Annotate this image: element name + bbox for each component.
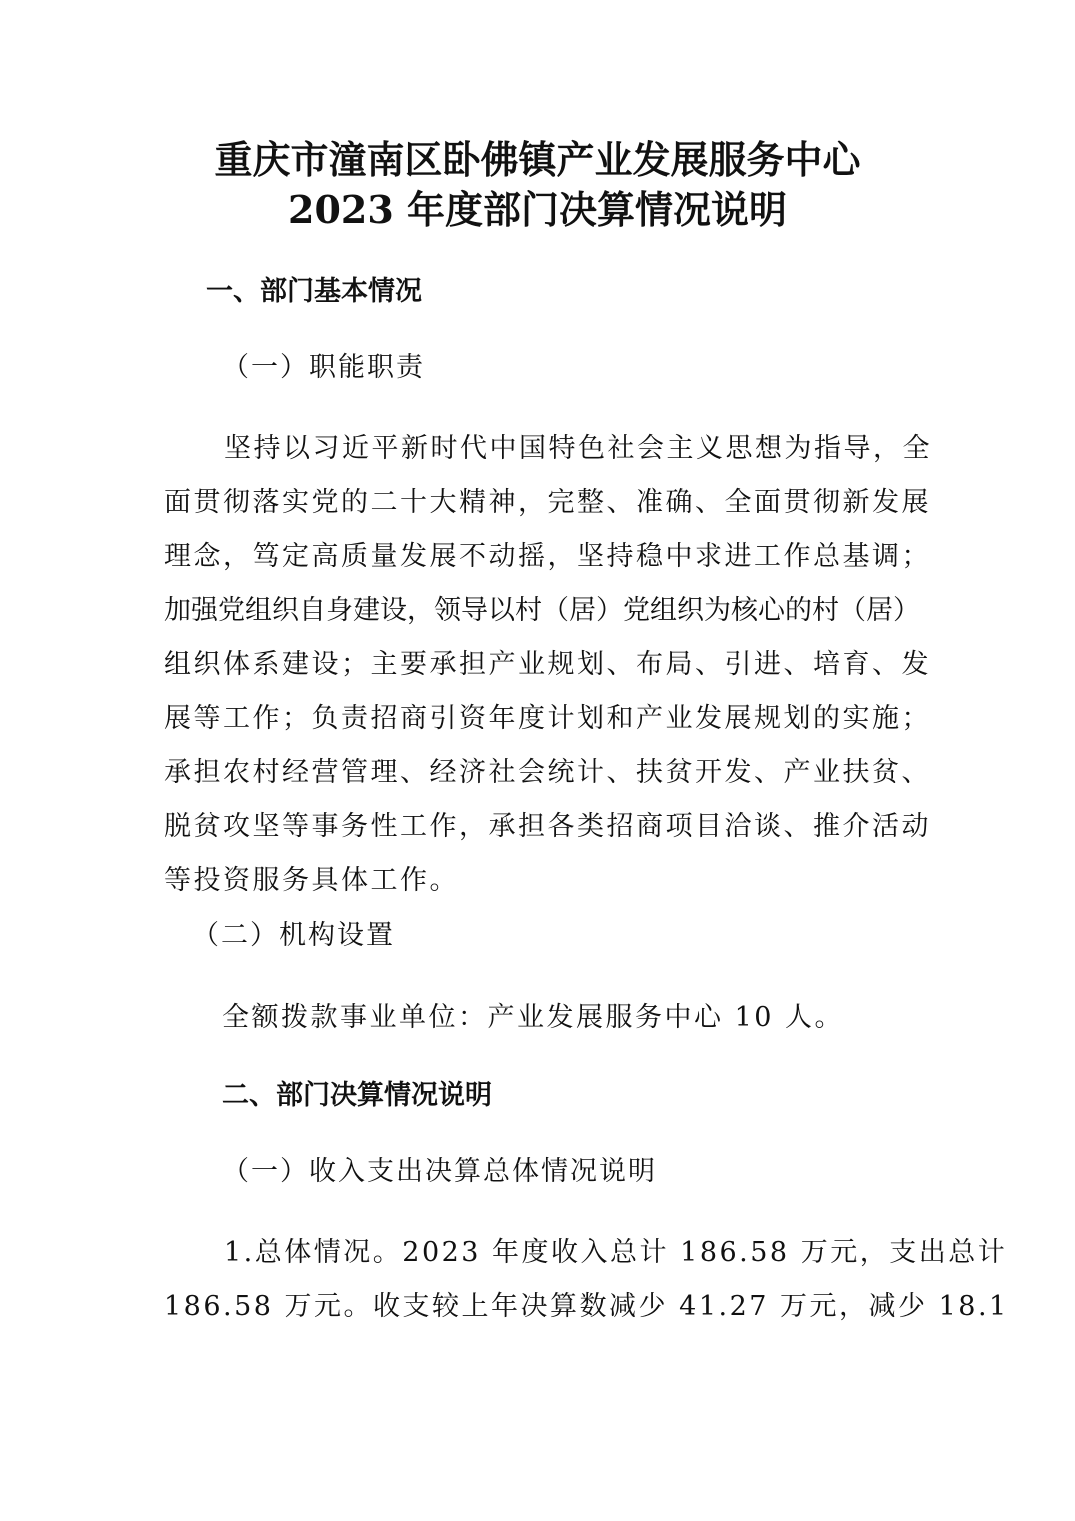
duties-paragraph [164, 422, 932, 908]
paragraph-line: 加强党组织自身建设，领导以村（居）党组织为核心的村（居） [164, 595, 920, 626]
section1-sub1-heading: （一）职能职责 [222, 352, 425, 383]
paragraph-line: 组织体系建设；主要承担产业规划、布局、引进、培育、发 [164, 649, 931, 680]
section2-heading: 二、部门决算情况说明 [222, 1080, 492, 1111]
section2-sub1-heading: （一）收入支出决算总体情况说明 [222, 1156, 657, 1187]
paragraph-line: 承担农村经营管理、经济社会统计、扶贫开发、产业扶贫、 [164, 757, 931, 788]
paragraph-line: 186.58 万元。收支较上年决算数减少 41.27 万元，减少 18.1 [164, 1291, 1009, 1322]
paragraph-line: 1.总体情况。2023 年度收入总计 186.58 万元，支出总计 [224, 1237, 1008, 1268]
staffing-text: 全额拨款事业单位：产业发展服务中心 10 人。 [222, 1002, 845, 1033]
document-title-line2: 2023 年度部门决算情况说明 [288, 187, 787, 232]
paragraph-line: 等投资服务具体工作。 [164, 865, 459, 896]
document-title-line1: 重庆市潼南区卧佛镇产业发展服务中心 [214, 137, 861, 182]
paragraph-line: 面贯彻落实党的二十大精神，完整、准确、全面贯彻新发展 [164, 487, 931, 518]
paragraph-line: 坚持以习近平新时代中国特色社会主义思想为指导，全 [224, 433, 932, 464]
paragraph-line: 展等工作；负责招商引资年度计划和产业发展规划的实施； [164, 703, 931, 734]
paragraph-line: 脱贫攻坚等事务性工作，承担各类招商项目洽谈、推介活动 [164, 811, 931, 842]
section1-heading: 一、部门基本情况 [206, 276, 422, 307]
paragraph-line: 理念，笃定高质量发展不动摇，坚持稳中求进工作总基调； [164, 541, 931, 572]
summary-paragraph [164, 1226, 1009, 1334]
section1-sub2-heading: （二）机构设置 [192, 920, 395, 951]
